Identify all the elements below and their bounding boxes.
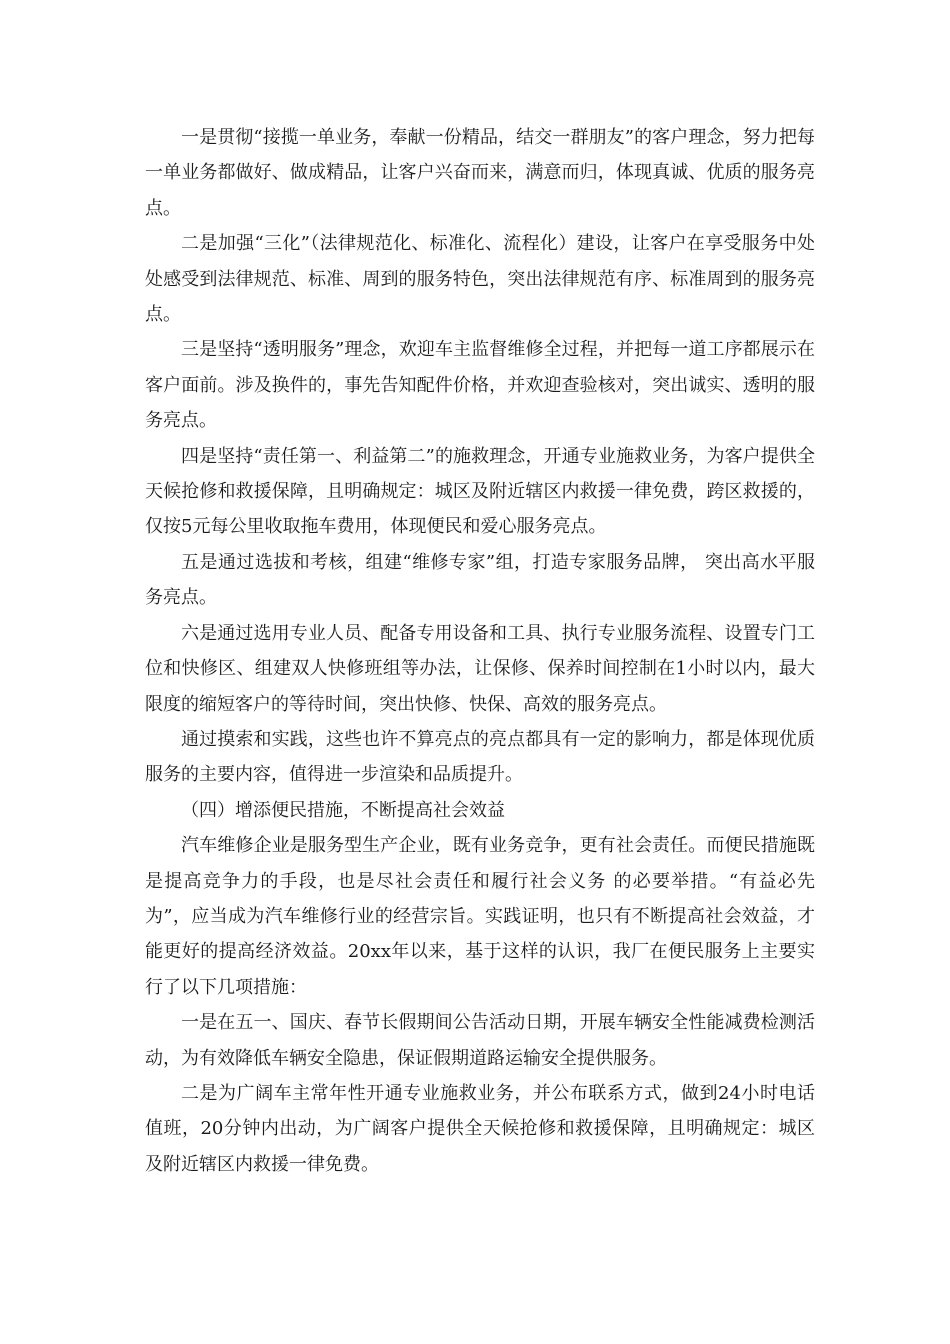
paragraph-summary: 通过摸索和实践，这些也许不算亮点的亮点都具有一定的影响力，都是体现优质服务的主要内容，值得进一步渲染和品质提升。 <box>145 728 815 786</box>
paragraph-service-highlight-5: 五是通过选拔和考核，组建“维修专家”组，打造专家服务品牌， 突出高水平服务亮点。 <box>145 551 815 609</box>
paragraph-service-highlight-4: 四是坚持“责任第一、利益第二”的施救理念，开通专业施救业务，为客户提供全天候抢修和救援保障，且明确规定：城区及附近辖区内救援一律免费，跨区救援的，仅按5元每公里收取拖车费用，体现便民和爱心服务亮点。 <box>145 445 815 538</box>
section-heading: （四）增添便民措施，不断提高社会效益 <box>181 799 505 821</box>
document-body <box>145 120 815 1182</box>
paragraph-measure-2: 二是为广阔车主常年性开通专业施救业务，并公布联系方式，做到24小时电话值班，20分钟内出动，为广阔客户提供全天候抢修和救援保障，且明确规定：城区及附近辖区内救援一律免费。 <box>145 1082 815 1175</box>
paragraph-measure-1: 一是在五一、国庆、春节长假期间公告活动日期，开展车辆安全性能减费检测活动，为有效降低车辆安全隐患，保证假期道路运输安全提供服务。 <box>145 1012 815 1069</box>
paragraph-service-highlight-3: 三是坚持“透明服务”理念，欢迎车主监督维修全过程，并把每一道工序都展示在客户面前。涉及换件的，事先告知配件价格，并欢迎查验核对，突出诚实、透明的服务亮点。 <box>145 339 815 432</box>
paragraph-service-highlight-2: 二是加强“三化”（法律规范化、标准化、流程化）建设，让客户在享受服务中处处感受到法律规范、标准、周到的服务特色，突出法律规范有序、标准周到的服务亮点。 <box>145 233 815 326</box>
paragraph-service-highlight-1: 一是贯彻“接揽一单业务，奉献一份精品，结交一群朋友”的客户理念，努力把每一单业务都做好、做成精品，让客户兴奋而来，满意而归，体现真诚、优质的服务亮点。 <box>145 127 815 219</box>
paragraph-service-highlight-6: 六是通过选用专业人员、配备专用设备和工具、执行专业服务流程、设置专门工位和快修区、组建双人快修班组等办法，让保修、保养时间控制在1小时以内，最大限度的缩短客户的等待时间，突出快修、快保、高效的服务亮点。 <box>145 622 815 715</box>
paragraph-convenience-intro: 汽车维修企业是服务型生产企业，既有业务竞争，更有社会责任。而便民措施既是提高竞争力的手段，也是尽社会责任和履行社会义务 的必要举措。“有益必先为”，应当成为汽车维修行业的经营宗旨。实践证明，也只有不断提高社会效益，才能更好的提高经济效益。20xx年以来，基于这样的认识，我厂在便民服务上主要实行了以下几项措施： <box>145 835 815 998</box>
